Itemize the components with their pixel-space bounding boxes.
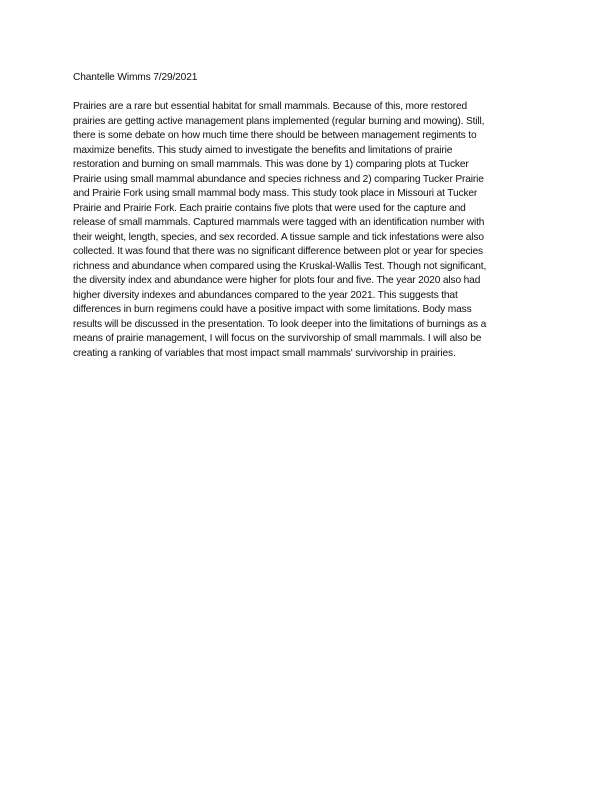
abstract-line: and Prairie Fork using small mammal body mass. This study took place in Missouri at Tucker — [73, 188, 478, 199]
abstract-line: release of small mammals. Captured mammals were tagged with an identification number with — [73, 217, 485, 228]
abstract-paragraph — [73, 100, 545, 361]
abstract-line: Prairies are a rare but essential habitat for small mammals. Because of this, more restored — [73, 101, 468, 112]
abstract-line: there is some debate on how much time there should be between management regiments to — [73, 130, 477, 141]
abstract-line: differences in burn regimens could have a positive impact with some limitations. Body mass — [73, 304, 472, 315]
abstract-line: results will be discussed in the presentation. To look deeper into the limitations of burnings as a — [73, 318, 487, 330]
abstract-line: Prairie and Prairie Fork. Each prairie contains five plots that were used for the capture and — [73, 202, 466, 214]
abstract-line: higher diversity indexes and abundances compared to the year 2021. This suggests that — [73, 289, 458, 301]
abstract-line: restoration and burning on small mammals. This was done by 1) comparing plots at Tucker — [73, 159, 469, 170]
abstract-line: their weight, length, species, and sex recorded. A tissue sample and tick infestations were also — [73, 231, 484, 243]
author-date-heading: Chantelle Wimms 7/29/2021 — [73, 72, 198, 83]
abstract-line: collected. It was found that there was no significant difference between plot or year for species — [73, 246, 483, 257]
abstract-line: maximize benefits. This study aimed to investigate the benefits and limitations of prairie — [73, 144, 453, 156]
document-content — [73, 71, 545, 361]
abstract-line: Prairie using small mammal abundance and species richness and 2) comparing Tucker Prairie — [73, 173, 484, 185]
abstract-line: prairies are getting active management plans implemented (regular burning and mowing). Still, — [73, 115, 485, 127]
abstract-line: richness and abundance when compared using the Kruskal-Wallis Test. Though not significant, — [73, 260, 487, 272]
abstract-line: creating a ranking of variables that most impact small mammals' survivorship in prairies. — [73, 347, 456, 359]
abstract-line: means of prairie management, I will focus on the survivorship of small mammals. I will also be — [73, 333, 482, 344]
abstract-line: the diversity index and abundance were higher for plots four and five. The year 2020 also had — [73, 275, 481, 286]
